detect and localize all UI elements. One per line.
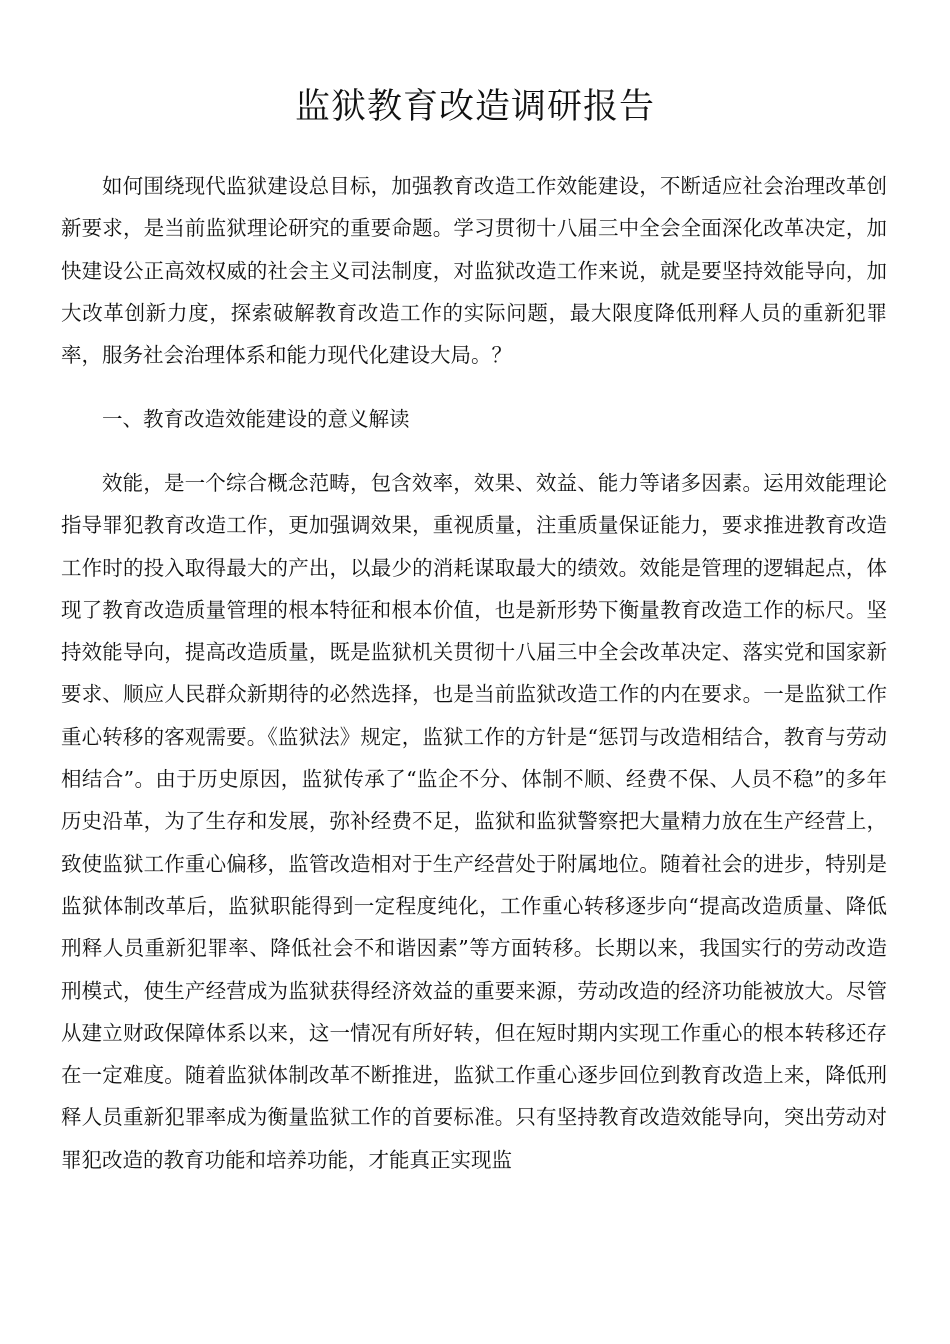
document-title: 监狱教育改造调研报告 bbox=[294, 87, 655, 127]
intro-paragraph: 如何围绕现代监狱建设总目标，加强教育改造工作效能建设，不断适应社会治理改革创新要求，是当前监狱理论研究的重要命题。学习贯彻十八届三中全会全面深化改革决定，加快建设公正高效权威的社会主义司法制度，对监狱改造工作来说，就是要坚持效能导向，加大改革创新力度，探索破解教育改造工作的实际问题，最大限度降低刑释人员的重新犯罪率，服务社会治理体系和能力现代化建设大局。？ bbox=[61, 174, 887, 368]
section-heading: 一、教育改造效能建设的意义解读 bbox=[102, 407, 410, 431]
body-paragraph: 效能，是一个综合概念范畴，包含效率，效果、效益、能力等诸多因素。运用效能理论指导罪犯教育改造工作，更加强调效果，重视质量，注重质量保证能力，要求推进教育改造工作时的投入取得最大的产出，以最少的消耗谋取最大的绩效。效能是管理的逻辑起点，体现了教育改造质量管理的根本特征和根本价值，也是新形势下衡量教育改造工作的标尺。坚持效能导向，提高改造质量，既是监狱机关贯彻十八届三中全会改革决定、落实党和国家新要求、顺应人民群众新期待的必然选择，也是当前监狱改造工作的内在要求。一是监狱工作重心转移的客观需要。《监狱法》规定，监狱工作的方针是“惩罚与改造相结合，教育与劳动相结合”。由于历史原因，监狱传承了“监企不分、体制不顺、经费不保、人员不稳”的多年历史沿革，为了生存和发展，弥补经费不足，监狱和监狱警察把大量精力放在生产经营上，致使监狱工作重心偏移，监管改造相对于生产经营处于附属地位。随着社会的进步，特别是监狱体制改革后，监狱职能得到一定程度纯化，工作重心转移逐步向“提高改造质量、降低刑释人员重新犯罪率、降低社会不和谐因素”等方面转移。长期以来，我国实行的劳动改造刑模式，使生产经营成为监狱获得经济效益的重要来源，劳动改造的经济功能被放大。尽管从建立财政保障体系以来，这一情况有所好转，但在短时期内实现工作重心的根本转移还存在一定难度。随着监狱体制改革不断推进，监狱工作重心逐步回位到教育改造上来，降低刑释人员重新犯罪率成为衡量监狱工作的首要标准。只有坚持教育改造效能导向，突出劳动对罪犯改造的教育功能和培养功能，才能真正实现监 bbox=[61, 471, 887, 1172]
